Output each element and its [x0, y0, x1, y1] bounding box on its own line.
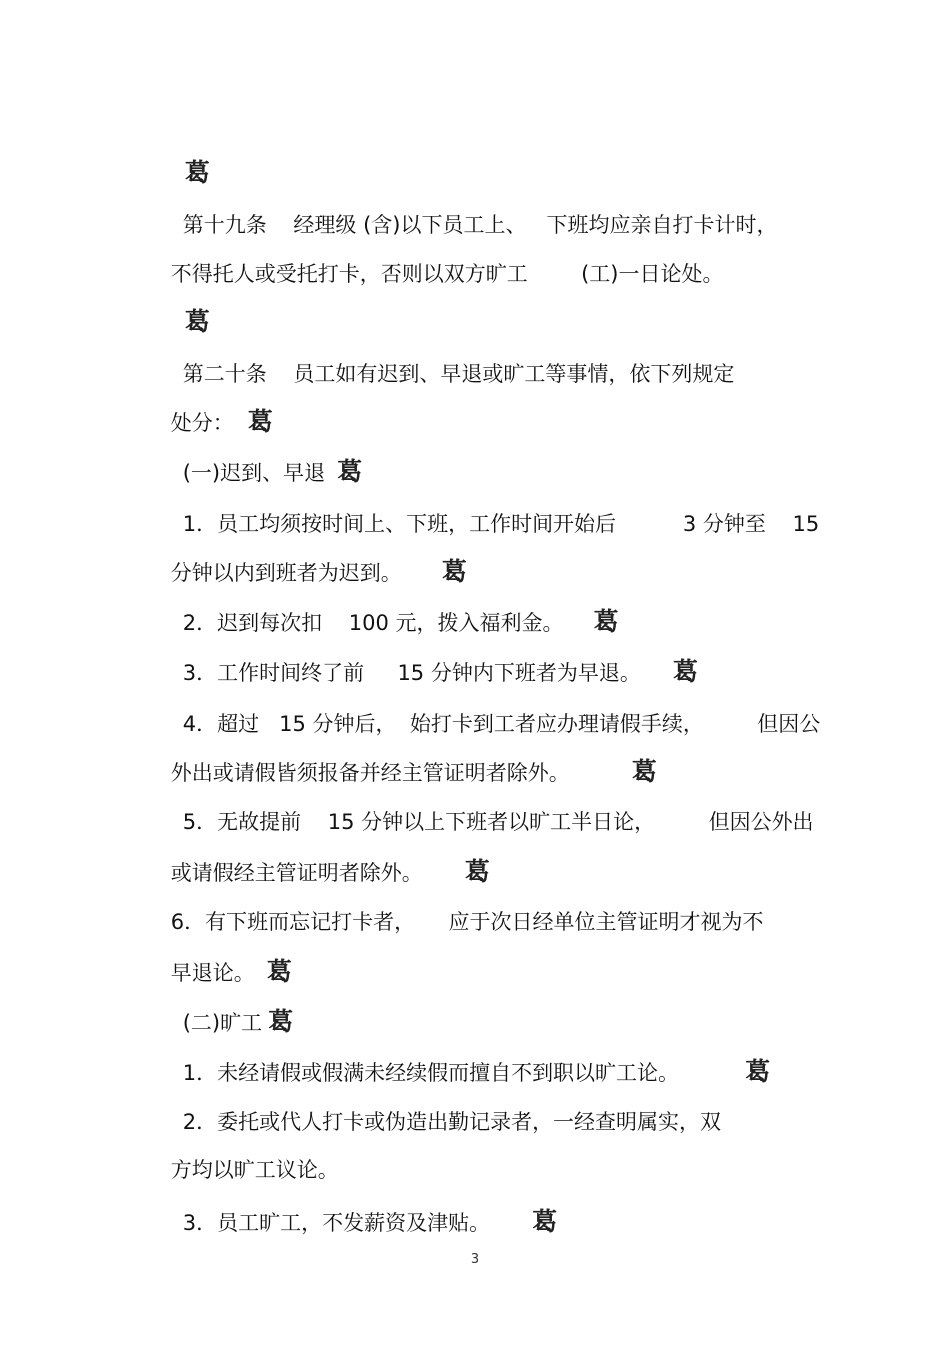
- glyph-mark: 葛: [268, 1007, 294, 1036]
- text-run: 3．工作时间终了前 15 分钟内下班者为早退。: [182, 661, 641, 685]
- glyph-mark: 葛: [593, 607, 619, 636]
- text-run: (二)旷工: [182, 1011, 263, 1035]
- text-run: 第十九条 经理级 (含)以下员工上、 下班均应亲自打卡计时，: [182, 213, 778, 237]
- text-run: 2．迟到每次扣 100 元，拨入福利金。: [182, 611, 564, 635]
- glyph-mark: 葛: [337, 457, 363, 486]
- text-run: 第二十条 员工如有迟到、早退或旷工等事情，依下列规定: [182, 362, 735, 386]
- text-run: 外出或请假皆须报备并经主管证明者除外。: [170, 761, 570, 785]
- text-run: 1．员工均须按时间上、下班，工作时间开始后 3 分钟至 15: [182, 512, 820, 536]
- glyph-mark: 葛: [672, 657, 698, 686]
- glyph-mark: 葛: [745, 1057, 771, 1086]
- glyph-mark: 葛: [184, 307, 210, 336]
- text-run: 4．超过 15 分钟后， 始打卡到工者应办理请假手续， 但因公: [182, 712, 821, 736]
- text-run: 分钟以内到班者为迟到。: [170, 561, 402, 585]
- glyph-mark: 葛: [631, 757, 657, 786]
- text-run: 早退论。: [170, 961, 255, 985]
- glyph-mark: 葛: [464, 857, 490, 886]
- text-run: 3．员工旷工，不发薪资及津贴。: [182, 1211, 491, 1235]
- text-run: 6．有下班而忘记打卡者， 应于次日经单位主管证明才视为不: [170, 910, 764, 934]
- glyph-mark: 葛: [532, 1207, 558, 1236]
- page-number: 3: [470, 1252, 480, 1267]
- text-run: 方均以旷工议论。: [170, 1158, 339, 1182]
- glyph-mark: 葛: [184, 158, 210, 187]
- glyph-mark: 葛: [441, 557, 467, 586]
- glyph-mark: 葛: [266, 957, 292, 986]
- text-run: 1．未经请假或假满未经续假而擅自不到职以旷工论。: [182, 1061, 680, 1085]
- glyph-mark: 葛: [247, 407, 273, 436]
- doc-line: [144, 229, 724, 319]
- text-run: 不得托人或受托打卡，否则以双方旷工 (工)一日论处。: [170, 262, 724, 286]
- doc-line: [156, 1177, 557, 1268]
- text-run: 或请假经主管证明者除外。: [170, 861, 423, 885]
- text-run: (一)迟到、早退: [182, 461, 326, 485]
- text-run: 2．委托或代人打卡或伪造出勤记录者，一经查明属实，双: [182, 1110, 722, 1134]
- text-run: 处分：: [170, 411, 234, 435]
- text-run: 5．无故提前 15 分钟以上下班者以旷工半日论， 但因公外出: [182, 810, 814, 834]
